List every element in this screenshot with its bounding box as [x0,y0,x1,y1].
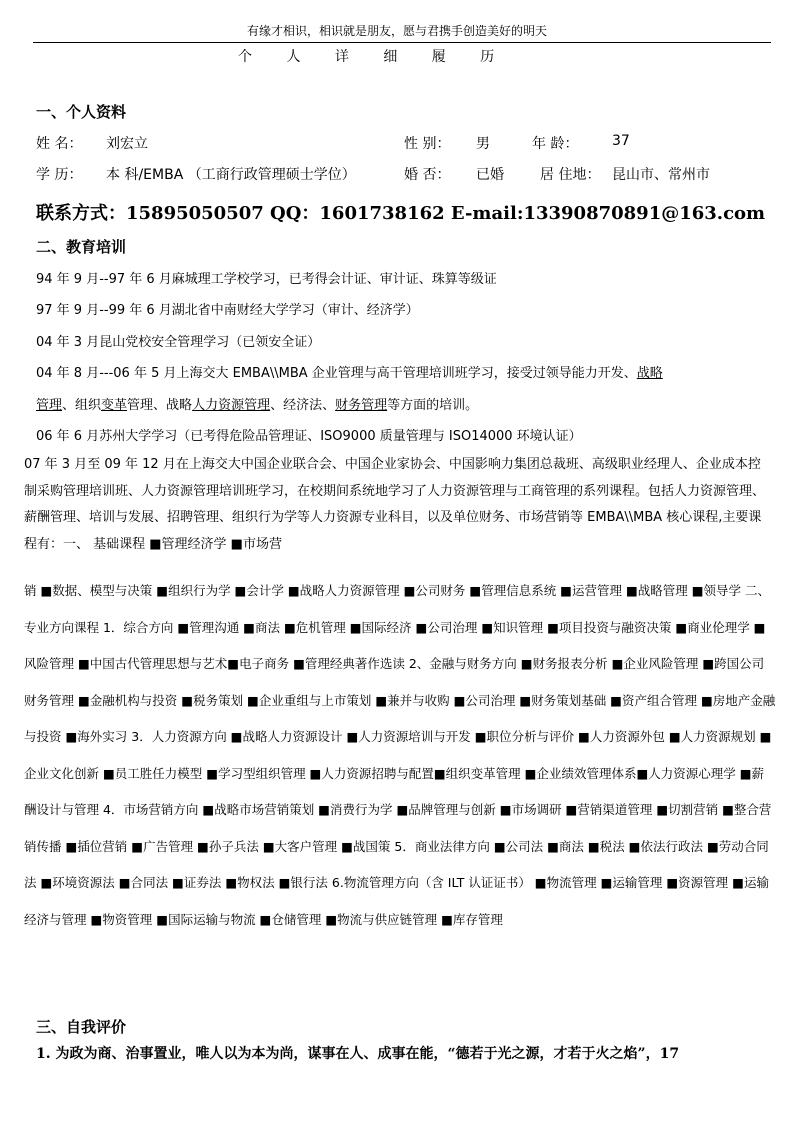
residence-value: 昆山市、常州市 [612,167,710,183]
gender-label: 性 别： [404,136,451,152]
link-reform: 变革 [101,398,128,413]
contact-info: 联系方式：15895050507 QQ：1601738162 E-mail:13390870891@163.com [36,203,766,224]
link-strategy: 战略 [636,366,663,381]
course-list: 销 ■数据、模型与决策 ■组织行为学 ■会计学 ■战略人力资源管理 ■公司财务 ■管理信息系统 ■运营管理 ■战略管理 ■领导学 二、专业方向课程 1．综合方向 ■管理沟通 ■商法 ■危机管理 ■国际经济 ■公司治理 ■知识管理 ■项目投资与融资决策 ■商业伦理学 ■风险管理 ■中国古代管理思想与艺术■电子商务 ■管理经典著作选读 2、金融与财务方向 ■财务报表分析 ■企业风险管理 ■跨国公司财务管理 ■金融机构与投资 ■税务策划 ■企业重组与上市策划 ■兼并与收购 ■公司治理 ■财务策划基础 ■资产组合管理 ■房地产金融与投资 ■海外实习 3．人力资源方向 ■战略人力资源设计 ■人力资源培训与开发 ■职位分析与评价 ■人力资源外包 ■人力资源规划 ■企业文化创新 ■员工胜任力模型 ■学习型组织管理 ■人力资源招聘与配置■组织变革管理 ■企业绩效管理体系■人力资源心理学 ■薪酬设计与管理 4．市场营销方向 ■战略市场营销策划 ■消费行为学 ■品牌管理与创新 ■市场调研 ■营销渠道管理 ■切割营销 ■整合营销传播 ■插位营销 ■广告管理 ■孙子兵法 ■大客户管理 ■战国策 5．商业法律方向 ■公司法 ■商法 ■税法 ■依法行政法 ■劳动合同法 ■环境资源法 ■合同法 ■证券法 ■物权法 ■银行法 6.物流管理方向（含 ILT 认证证书） ■物流管理 ■运输管理 ■资源管理 ■运输经济与管理 ■物资管理 ■国际运输与物流 ■仓储管理 ■物流与供应链管理 ■库存管理 [24,583,776,927]
education-paragraph: 07 年 3 月至 09 年 12 月在上海交大中国企业联合会、中国企业家协会、中国影响力集团总裁班、高级职业经理人、企业成本控制采购管理培训班、人力资源管理培训班学习，在校期间系统地学习了人力资源管理与工商管理的系列课程。包括人力资源管理、薪酬管理、培训与发展、招聘管理、组织行为学等人力资源专业科目，以及单位财务、市场营销等 EMBA\\MBA 核心课程,主要课程有：一、 基础课程 ■管理经济学 ■市场营 [24,457,766,552]
education-line-4: 04 年 8 月---06 年 5 月上海交大 EMBA\\MBA 企业管理与高干管理培训班学习，接受过领导能力开发、战略 [36,366,663,381]
name-label: 姓 名： [36,136,83,152]
section-heading-education: 二、教育培训 [36,238,127,256]
name-value: 刘宏立 [106,136,148,152]
education-line-2: 97 年 9 月--99 年 6 月湖北省中南财经大学学习（审计、经济学） [36,303,419,318]
header-divider [33,42,771,43]
link-management: 管理 [36,398,63,413]
education-value: 本 科/EMBA （工商行政管理硕士学位） [106,167,356,183]
marital-label: 婚 否： [404,167,451,183]
page-title: 个 人 详 细 履 历 [238,49,510,65]
education-line-5: 管理、组织变革管理、战略人力资源管理、经济法、财务管理等方面的培训。 [36,398,479,413]
education-line-6: 06 年 6 月苏州大学学习（已考得危险品管理证、ISO9000 质量管理与 ISO14000 环境认证） [36,429,582,444]
education-label: 学 历： [36,167,83,183]
link-financial-management: 财务管理 [335,398,388,413]
age-value: 37 [612,133,630,149]
section-heading-personal: 一、个人资料 [36,103,127,121]
residence-label: 居 住地： [540,167,601,183]
page-header-motto: 有缘才相识，相识就是朋友，愿与君携手创造美好的明天 [246,24,547,38]
link-hr-management: 人力资源管理 [192,398,271,413]
marital-value: 已婚 [476,167,504,183]
gender-value: 男 [476,136,490,152]
age-label: 年 龄： [532,136,579,152]
self-eval-item-1: 1. 为政为商、治事置业，唯人以为本为尚，谋事在人、成事在能，“德若于光之源，才若于火之焰”，17 [36,1046,680,1062]
section-heading-self-eval: 三、自我评价 [36,1018,127,1036]
education-line-3: 04 年 3 月昆山党校安全管理学习（已领安全证） [36,335,321,350]
education-line-1: 94 年 9 月--97 年 6 月麻城理工学校学习，已考得会计证、审计证、珠算等级证 [36,272,497,287]
